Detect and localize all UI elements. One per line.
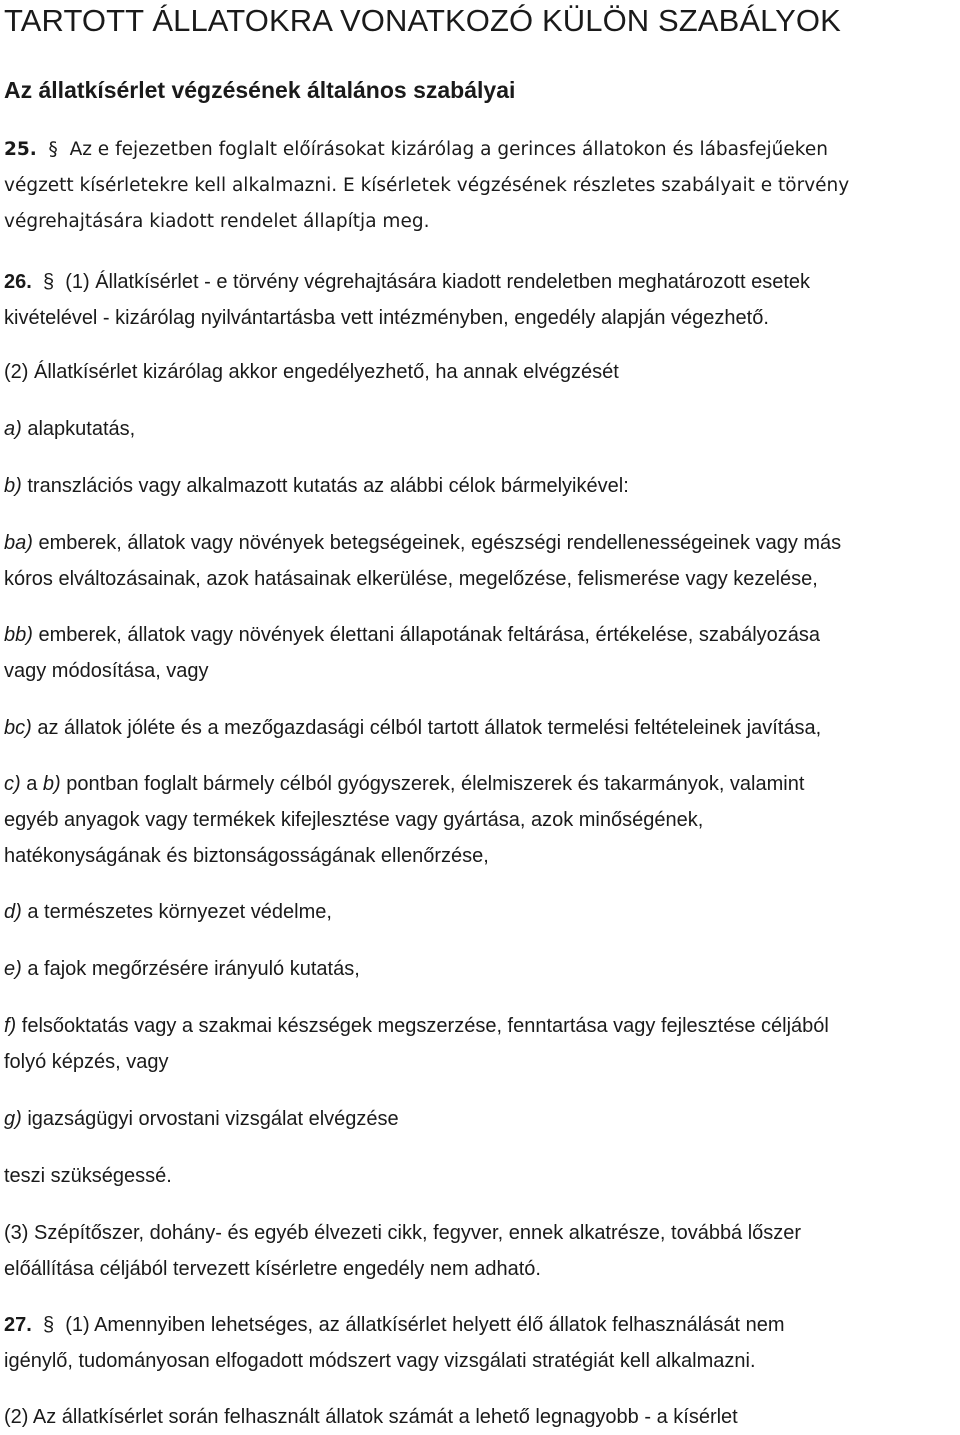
list-item-d: [4, 894, 956, 930]
list-item-text: emberek, állatok vagy növények élettani állapotának feltárása, értékelése, szabályozása: [38, 624, 821, 646]
list-item-text: a fajok megőrzésére irányuló kutatás,: [27, 958, 360, 980]
paragraph-26-1: [4, 264, 956, 336]
paragraph-26-line-1: [4, 264, 956, 300]
list-item-label: g): [4, 1108, 22, 1130]
section-number: 25.: [4, 139, 37, 160]
paragraph-25-line-3: végrehajtására kiadott rendelet állapítja meg.: [4, 211, 430, 232]
list-item-text: igazságügyi orvostani vizsgálat elvégzése: [27, 1108, 399, 1130]
list-item-b: [4, 468, 956, 504]
paragraph-25-line-2: végzett kísérletekre kell alkalmazni. E kísérletek végzésének részletes szabályait e törvény: [4, 175, 850, 196]
list-item-bc: [4, 710, 956, 746]
list-item-c: [4, 766, 956, 874]
list-item-label: f): [4, 1015, 17, 1037]
paragraph-26-3-line-2: előállítása céljából tervezett kísérletre engedély nem adható.: [4, 1258, 541, 1280]
section-sign: §: [48, 139, 58, 160]
list-item-g: [4, 1101, 956, 1137]
list-item-bb: [4, 617, 956, 689]
list-item-prefix: a: [26, 773, 38, 795]
document-title: TARTOTT ÁLLATOKRA VONATKOZÓ KÜLÖN SZABÁLYOK: [4, 3, 841, 38]
list-item-label: d): [4, 901, 22, 923]
paragraph-26-3-line-1: (3) Szépítőszer, dohány- és egyéb élvezeti cikk, fegyver, ennek alkatrésze, továbbá lőszer: [4, 1222, 802, 1244]
section-sign: §: [42, 1314, 55, 1336]
list-item-text: alapkutatás,: [27, 418, 136, 440]
paragraph-26-line-2: kivételével - kizárólag nyilvántartásba vett intézményben, engedély alapján végezhető.: [4, 307, 769, 329]
list-item-e: [4, 951, 956, 987]
list-item-ba: [4, 525, 956, 597]
list-item-label: b): [4, 475, 22, 497]
paragraph-text: (1) Amennyiben lehetséges, az állatkísérlet helyett élő állatok felhasználását nem: [65, 1314, 785, 1336]
paragraph-27-2: [4, 1399, 956, 1435]
list-item-text: transzlációs vagy alkalmazott kutatás az alábbi célok bármelyikével:: [27, 475, 629, 497]
list-item-f: [4, 1008, 956, 1080]
section-number: 27.: [4, 1314, 32, 1336]
paragraph-text: Az e fejezetben foglalt előírásokat kizárólag a gerinces állatokon és lábasfejűeken: [69, 139, 828, 160]
list-item-text: emberek, állatok vagy növények betegségeinek, egészségi rendellenességeinek vagy más: [38, 532, 842, 554]
paragraph-27-2-text: (2) Az állatkísérlet során felhasznált állatok számát a lehető legnagyobb - a kísérlet: [4, 1406, 738, 1428]
list-item-label: ba): [4, 532, 33, 554]
list-item-text: az állatok jóléte és a mezőgazdasági célból tartott állatok termelési feltételeinek javítása,: [37, 717, 822, 739]
list-item-text-continued: folyó képzés, vagy: [4, 1051, 169, 1073]
paragraph-25-line-1: [4, 132, 956, 168]
list-item-text-continued: vagy módosítása, vagy: [4, 660, 209, 682]
section-subtitle: Az állatkísérlet végzésének általános szabályai: [4, 77, 516, 103]
list-item-text: felsőoktatás vagy a szakmai készségek megszerzése, fenntartása vagy fejlesztése céljából: [21, 1015, 829, 1037]
paragraph-26-3: [4, 1215, 956, 1287]
cross-reference: b): [42, 773, 61, 795]
paragraph-26-2-text: (2) Állatkísérlet kizárólag akkor engedélyezhető, ha annak elvégzését: [4, 361, 619, 383]
section-number: 26.: [4, 271, 32, 293]
list-item-label: c): [4, 773, 21, 795]
closing-text: teszi szükségessé.: [4, 1165, 172, 1187]
list-item-text: a természetes környezet védelme,: [27, 901, 332, 923]
closing-line: [4, 1158, 956, 1194]
paragraph-text: (1) Állatkísérlet - e törvény végrehajtására kiadott rendeletben meghatározott esetek: [65, 271, 811, 293]
paragraph-27-line-1: [4, 1307, 956, 1343]
paragraph-26-2: [4, 354, 956, 390]
list-item-text-continued: egyéb anyagok vagy termékek kifejlesztése vagy gyártása, azok minőségének,: [4, 809, 704, 831]
list-item-text: pontban foglalt bármely célból gyógyszerek, élelmiszerek és takarmányok, valamint: [66, 773, 805, 795]
list-item-label: e): [4, 958, 22, 980]
list-item-label: bc): [4, 717, 32, 739]
list-item-label: bb): [4, 624, 33, 646]
list-item-text-continued: kóros elváltozásainak, azok hatásainak elkerülése, megelőzése, felismerése vagy kezelése,: [4, 568, 818, 590]
list-item-text-continued: hatékonyságának és biztonságosságának ellenőrzése,: [4, 845, 489, 867]
list-item-label: a): [4, 418, 22, 440]
list-item-a: [4, 411, 956, 447]
section-sign: §: [42, 271, 55, 293]
paragraph-27-line-2: igénylő, tudományosan elfogadott módszert vagy vizsgálati stratégiát kell alkalmazni.: [4, 1350, 756, 1372]
paragraph-27-1: [4, 1307, 956, 1379]
paragraph-25: [4, 132, 956, 240]
